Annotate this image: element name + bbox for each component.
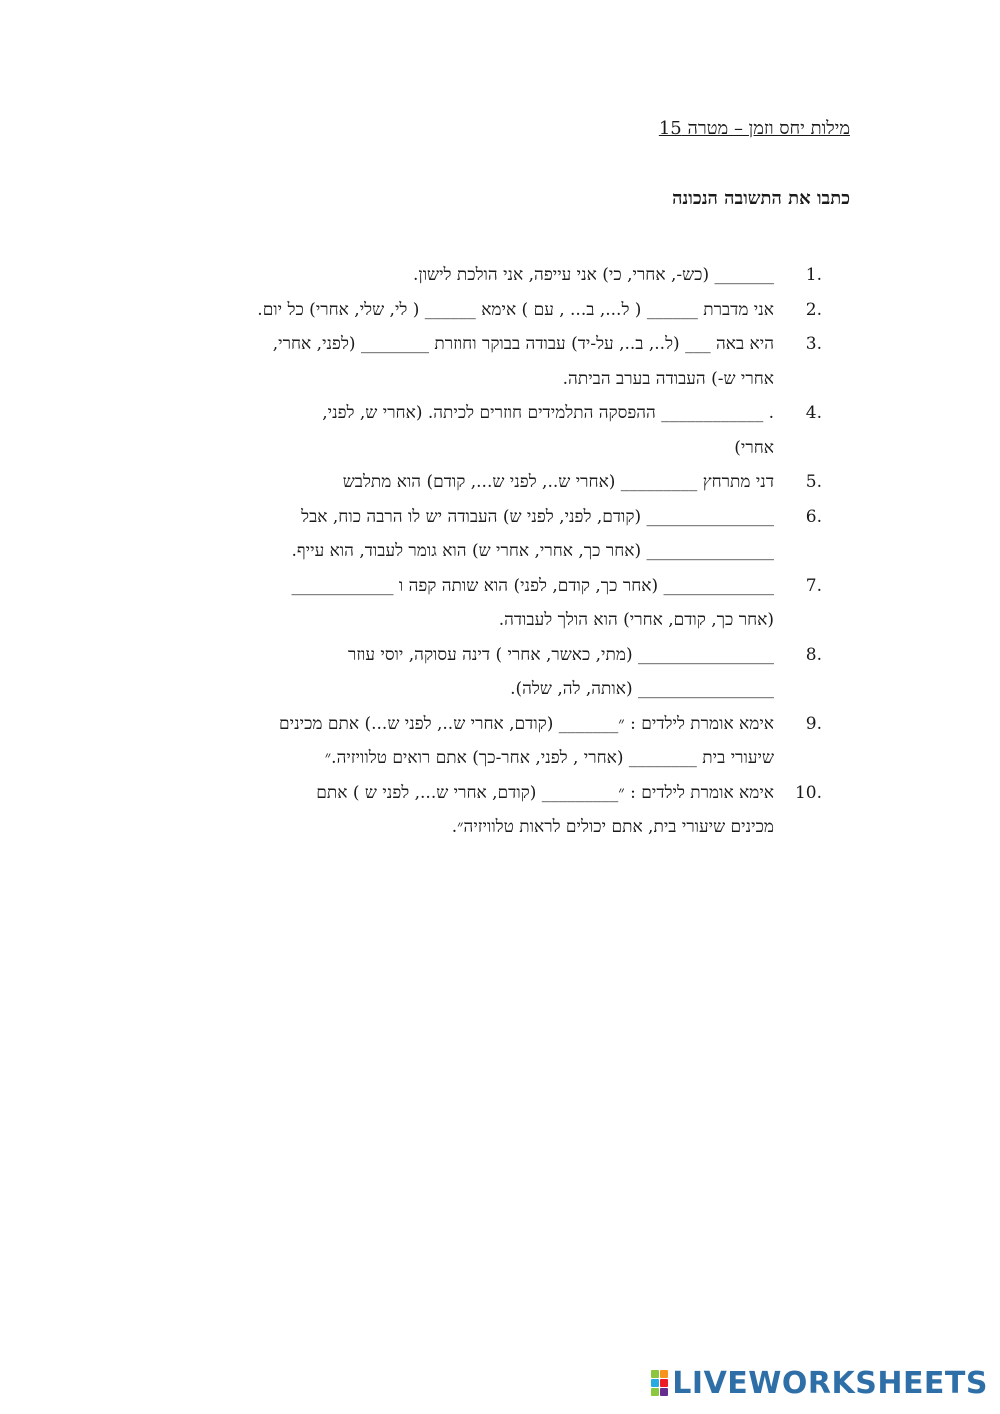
logo-mark-square (660, 1370, 668, 1378)
question-text (162, 293, 774, 328)
question-text (162, 707, 774, 776)
question-line: אימא אומרת לילדים : ״_______ (קודם, אחרי ש.., לפני ש...) אתם מכינים (279, 713, 774, 734)
question-item (162, 569, 822, 638)
question-number: 10. (794, 782, 822, 803)
question-text (162, 327, 774, 396)
question-item (162, 396, 822, 465)
worksheet-instruction: כתבו את התשובה הנכונה (672, 188, 850, 209)
question-number: 8. (805, 644, 822, 665)
question-text (162, 638, 774, 707)
question-line: _______ (כש-, אחרי, כי) אני עייפה, אני הולכת לישון. (412, 265, 774, 285)
question-text (162, 396, 774, 465)
question-line: _______________ (קודם, לפני, לפני ש) העבודה יש לו הרבה כוח, אבל (301, 506, 774, 527)
question-item (162, 707, 822, 776)
question-line: מכינים שיעורי בית, אתם יכולים לראות טלוויזיה״. (451, 817, 774, 837)
question-text (162, 569, 774, 638)
question-item (162, 293, 822, 328)
question-item (162, 465, 822, 500)
question-item (162, 776, 822, 845)
question-list (162, 258, 822, 845)
question-line: ________________ (אותה, לה, שלה). (510, 679, 774, 699)
logo-mark-square (660, 1388, 668, 1396)
question-text (162, 500, 774, 569)
liveworksheets-logo-mark-icon (651, 1370, 668, 1396)
question-line: . ____________ ההפסקה התלמידים חוזרים לכיתה. (אחרי ש, לפני, (322, 403, 774, 423)
question-line: אחרי) (734, 437, 774, 458)
question-line: ________________ (מתי, כאשר, אחרי ) דינה עסוקה, יוסי עוזר (347, 644, 774, 665)
question-line: _______________ (אחר כך, אחרי, אחרי ש) הוא גומר לעבוד, הוא עייף. (291, 541, 774, 561)
question-line: אימא אומרת לילדים : ״_________ (קודם, אחרי ש..., לפני ש ) אתם (316, 782, 774, 803)
question-number: 5. (805, 472, 822, 492)
question-line: אני מדברת ______ ( ל..., ב... , עם ) אימא ______ ( לי, שלי, אחרי) כל יום. (257, 299, 774, 320)
question-number: 9. (805, 713, 822, 734)
worksheet-title: מילות יחס וזמן – מטרה 15 (658, 118, 850, 139)
question-number: 1. (805, 265, 822, 285)
logo-mark-square (660, 1379, 668, 1387)
question-item (162, 327, 822, 396)
question-line: דני מתרחץ _________ (אחרי ש.., לפני ש..., קודם) הוא מתלבש (342, 472, 774, 492)
logo-mark-square (651, 1388, 659, 1396)
logo-mark-square (651, 1370, 659, 1378)
question-line: היא באה ___ (ל.., ב.., על-יד) עבודה בבוקר וחוזרת ________ (לפני, אחרי, (272, 334, 774, 354)
question-line: _____________ (אחר כך, קודם, לפני) הוא שותה קפה ו ____________ (291, 575, 774, 596)
question-number: 6. (805, 506, 822, 527)
question-item (162, 638, 822, 707)
liveworksheets-logo-text: LIVEWORKSHEETS (672, 1365, 988, 1401)
liveworksheets-logo (651, 1366, 988, 1400)
question-line: שיעורי בית ________ (אחרי , לפני, אחר-כך) אתם רואים טלוויזיה.״ (324, 748, 774, 768)
question-number: 3. (805, 334, 822, 354)
question-line: (אחר כך, קודם, אחרי) הוא הולך לעבודה. (498, 610, 774, 630)
question-text (162, 258, 774, 293)
question-item (162, 258, 822, 293)
question-text (162, 776, 774, 845)
question-number: 4. (805, 403, 822, 423)
question-number: 2. (805, 299, 822, 320)
question-number: 7. (805, 575, 822, 596)
question-item (162, 500, 822, 569)
question-line: אחרי ש-) העבודה בערב הביתה. (562, 368, 774, 389)
question-text (162, 465, 774, 500)
logo-mark-square (651, 1379, 659, 1387)
